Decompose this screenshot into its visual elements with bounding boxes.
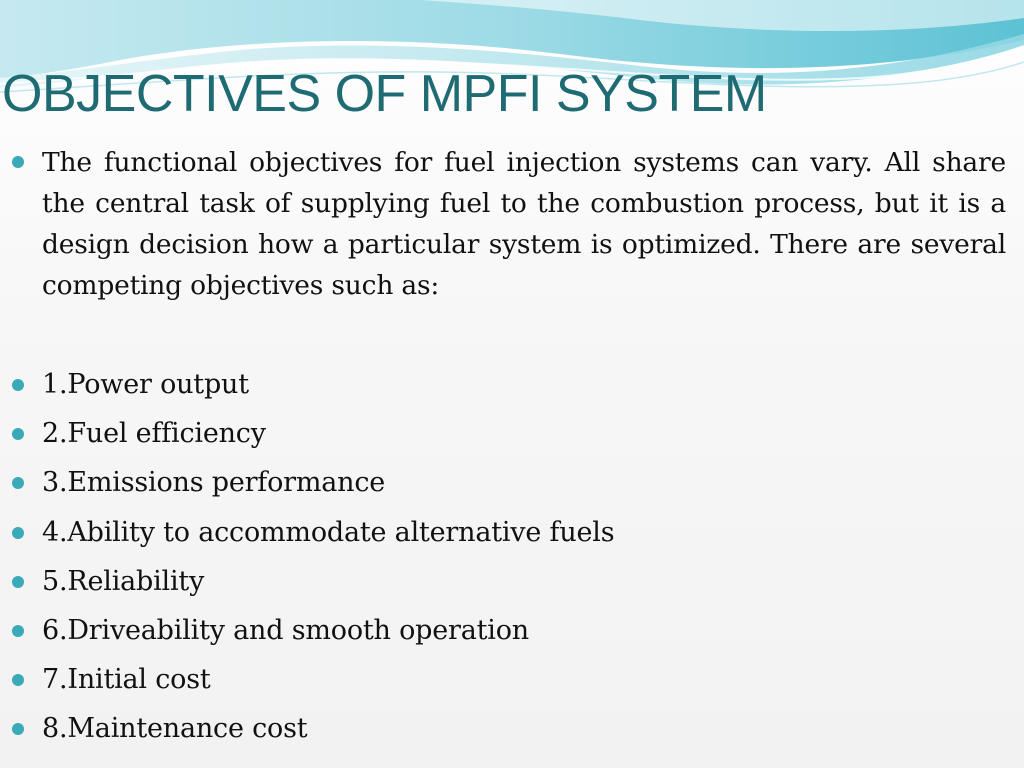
list-item bbox=[0, 413, 1024, 462]
list-item bbox=[0, 610, 1024, 659]
bullet-icon bbox=[12, 477, 24, 489]
bullet-icon bbox=[12, 674, 24, 686]
bullet-icon bbox=[12, 428, 24, 440]
objectives-list bbox=[0, 364, 1024, 758]
list-item-text: 7.Initial cost bbox=[42, 664, 211, 696]
list-item-text: 5.Reliability bbox=[42, 565, 205, 597]
intro-text: The functional objectives for fuel injection systems can vary. All share the central task of supplying fuel to the combustion process, but it is a design decision how a particular system is optimized. There are several competing objectives such as: bbox=[42, 147, 1006, 301]
list-item bbox=[0, 512, 1024, 561]
intro-list bbox=[0, 142, 1024, 306]
bullet-icon bbox=[12, 723, 24, 735]
list-item-text: 3.Emissions performance bbox=[42, 467, 386, 499]
list-item-text: 8.Maintenance cost bbox=[42, 713, 308, 745]
bullet-icon bbox=[12, 379, 24, 391]
list-item bbox=[0, 462, 1024, 511]
list-item-text: 6.Driveability and smooth operation bbox=[42, 614, 529, 646]
list-item bbox=[0, 659, 1024, 708]
list-item-text: 4.Ability to accommodate alternative fuels bbox=[42, 516, 615, 548]
list-item-text: 2.Fuel efficiency bbox=[42, 418, 266, 450]
list-item bbox=[0, 561, 1024, 610]
list-item bbox=[0, 708, 1024, 757]
bullet-icon bbox=[12, 625, 24, 637]
list-item-text: 1.Power output bbox=[42, 369, 249, 400]
bullet-icon bbox=[12, 156, 24, 168]
intro-paragraph bbox=[0, 142, 1024, 306]
slide-title: OBJECTIVES OF MPFI SYSTEM bbox=[2, 65, 767, 123]
bullet-icon bbox=[12, 527, 24, 539]
bullet-icon bbox=[12, 576, 24, 588]
list-item bbox=[0, 364, 1024, 413]
